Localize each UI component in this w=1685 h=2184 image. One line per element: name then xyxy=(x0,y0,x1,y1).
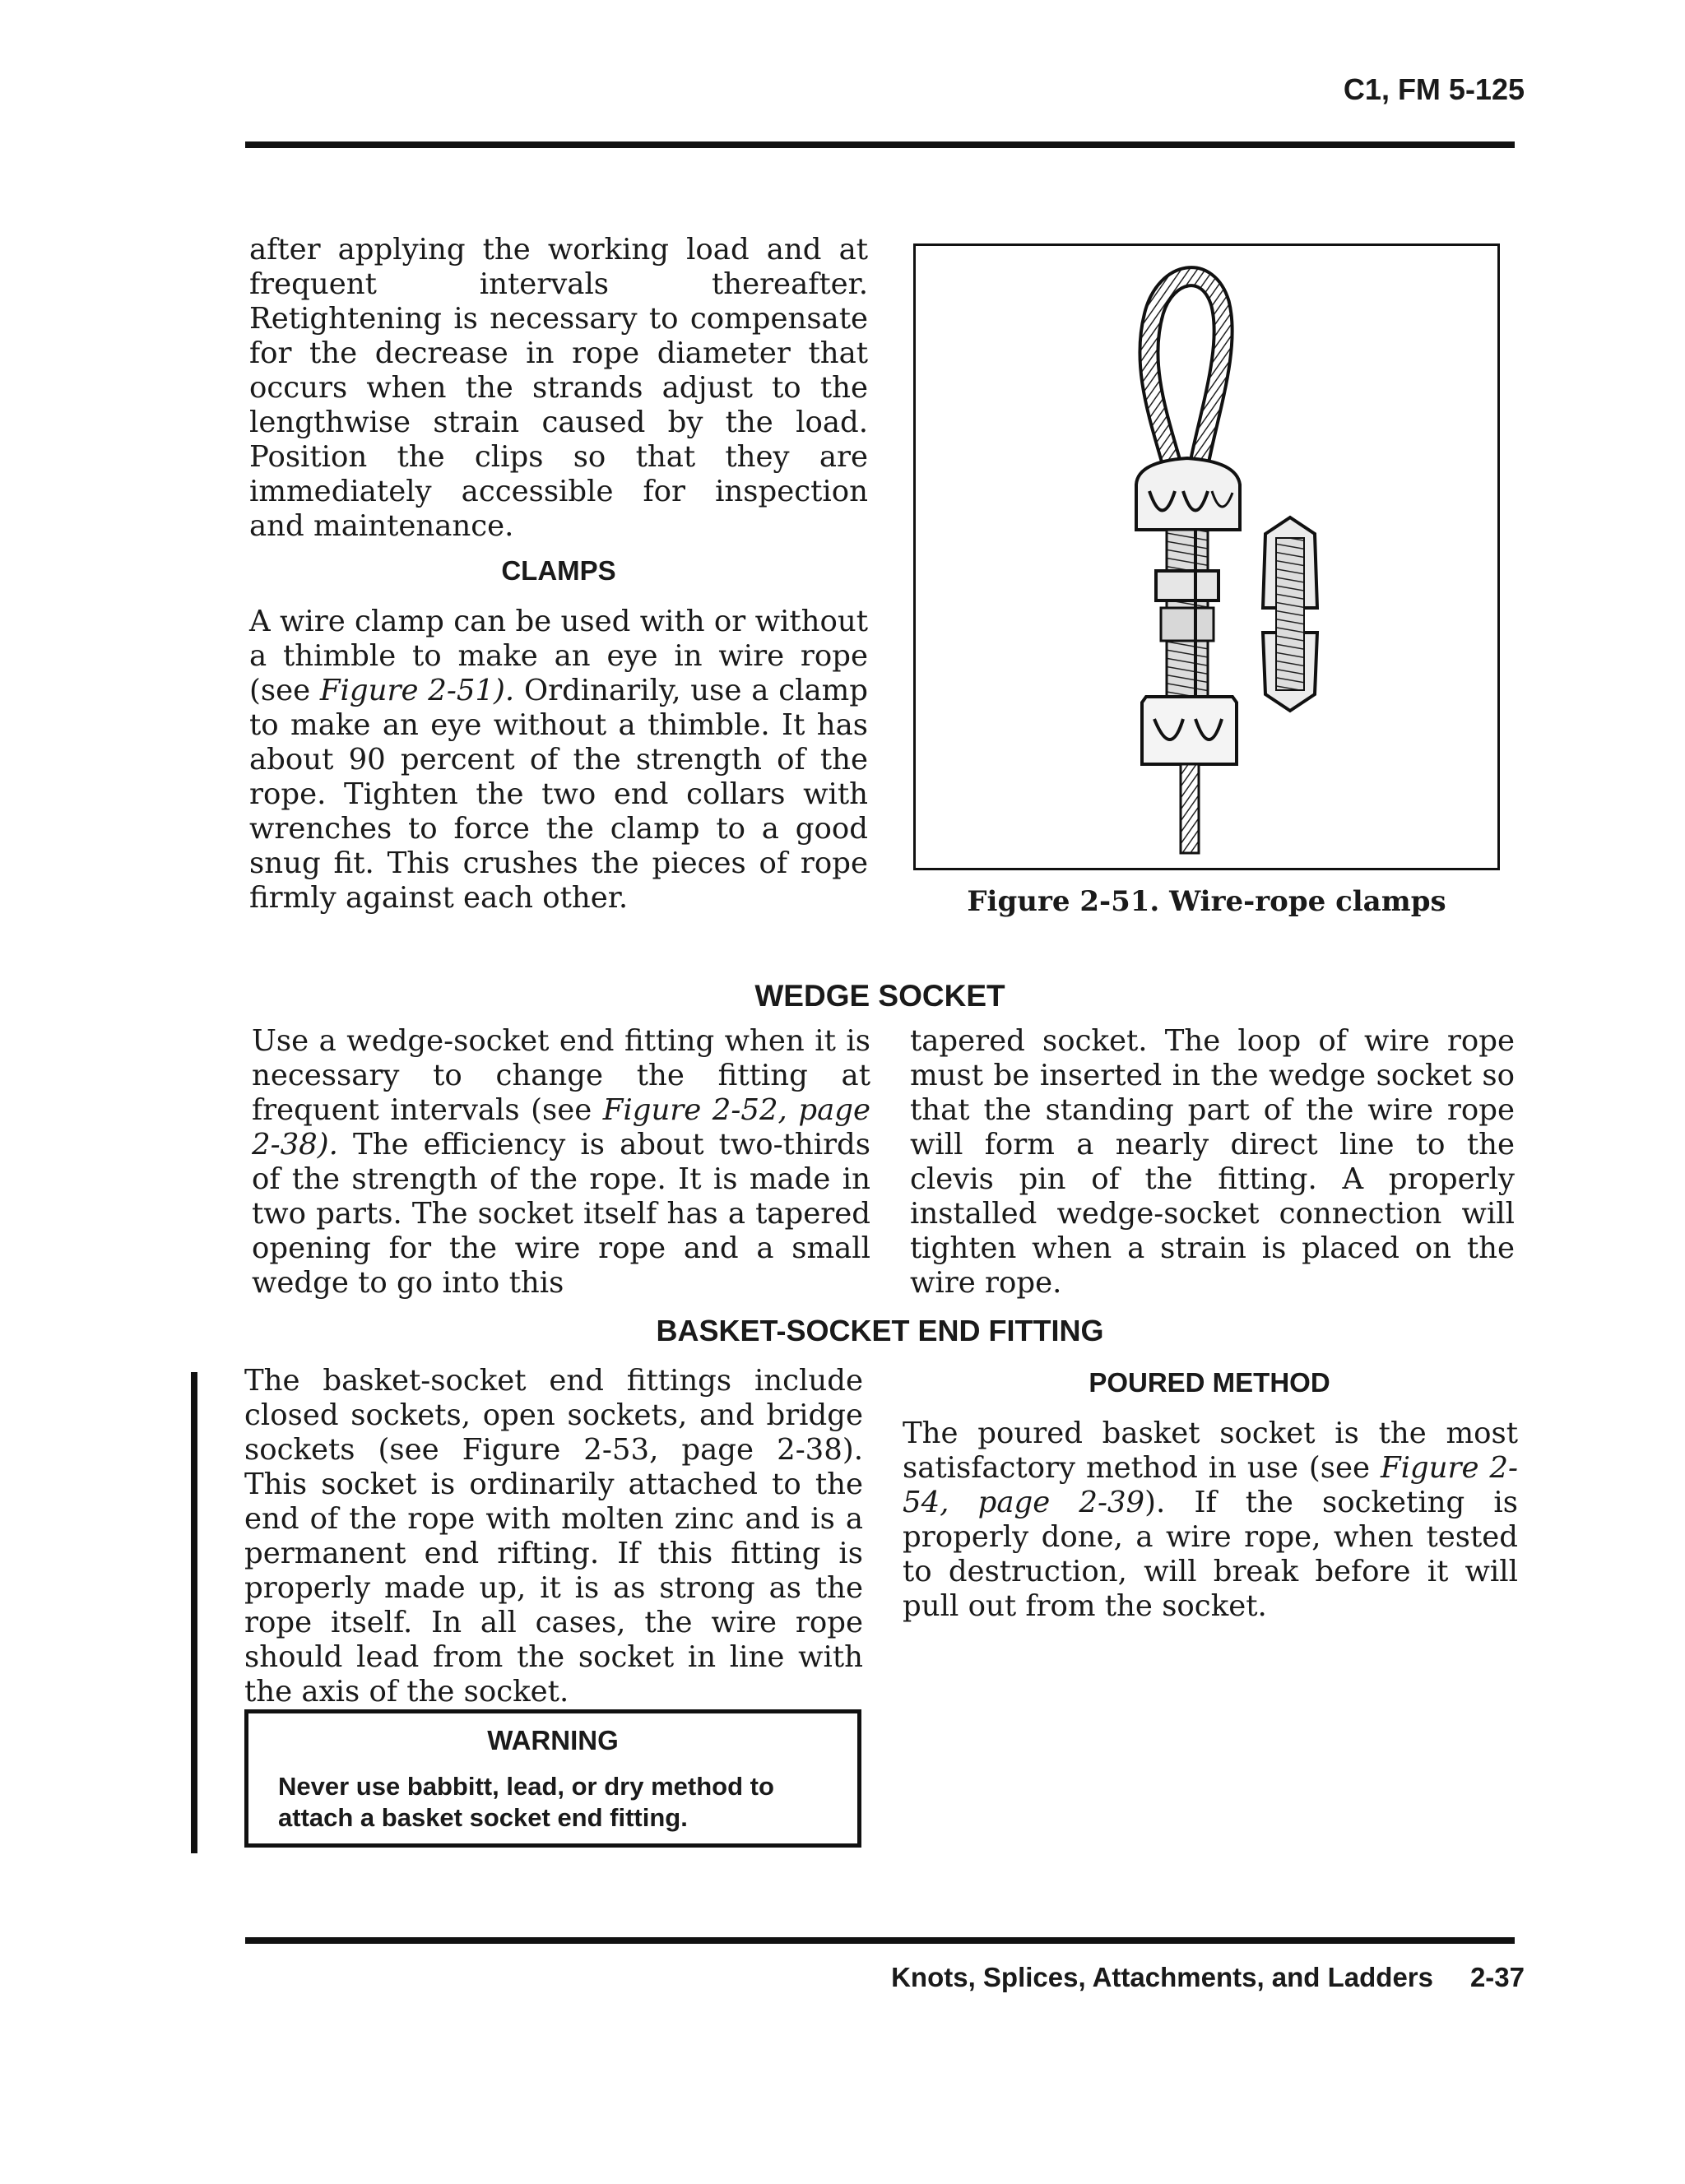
clamps-paragraph xyxy=(249,605,868,916)
poured-method-paragraph xyxy=(903,1417,1518,1624)
wedge-socket-heading: WEDGE SOCKET xyxy=(754,979,1005,1013)
warning-box xyxy=(244,1709,861,1848)
wedge-socket-paragraph-left xyxy=(252,1024,870,1301)
clamps-heading: CLAMPS xyxy=(501,555,616,586)
wire-rope-clamp-illustration xyxy=(916,246,1497,868)
clamps-text-2: Ordinarily, use a clamp to make an eye without a thimble. It has about 90 percent of the strength of the rope. Tighten the two end collars with wrenches to force the clamp to a good snug fit. This crushes the pieces of rope firmly against each other. xyxy=(249,674,868,915)
clamp-insert-piece xyxy=(1263,517,1317,711)
figure-2-51-frame xyxy=(913,243,1500,870)
figure-2-54-reference: Figure 2-54, page 2-39 xyxy=(903,1451,1518,1519)
lower-collar xyxy=(1142,697,1237,764)
figure-2-52-reference: Figure 2-52, page 2-38). xyxy=(252,1093,870,1162)
footer-rule xyxy=(245,1937,1515,1944)
poured-text-2: ). If the socketing is properly done, a wire rope, when tested to destruction, will break before it will pull out from the socket. xyxy=(903,1486,1518,1623)
figure-2-51-reference: Figure 2-51). xyxy=(319,674,515,707)
figure-caption: Figure 2-51. Wire-rope clamps xyxy=(967,885,1446,918)
wedge-socket-paragraph-right: tapered socket. The loop of wire rope must be inserted in the wedge socket so that the standing part of the wire rope will form a nearly direct line to the clevis pin of the fitting. A properly installed wedge-socket connection will tighten when a strain is placed on the wire rope. xyxy=(910,1024,1515,1300)
change-bar xyxy=(191,1372,197,1853)
basket-socket-paragraph: The basket-socket end fittings include closed sockets, open sockets, and bridge sockets (see Figure 2-53, page 2-38). This socket is ordinarily attached to the end of the rope with molten zinc and is a permanent end rifting. If this fitting is properly made up, it is as strong as the rope itself. In all cases, the wire rope should lead from the socket in line with the axis of the socket. xyxy=(244,1364,863,1709)
poured-text-1: The poured basket socket is the most satisfactory method in use (see xyxy=(903,1417,1518,1485)
upper-collar xyxy=(1136,458,1240,530)
header-rule xyxy=(245,141,1515,148)
footer-page-number: 2-37 xyxy=(1469,1962,1525,1992)
basket-socket-heading: BASKET-SOCKET END FITTING xyxy=(656,1314,1104,1347)
wedge-text-1: Use a wedge-socket end fitting when it is necessary to change the fitting at frequent intervals (see xyxy=(252,1024,870,1127)
rope-tail xyxy=(1181,764,1199,853)
wedge-text-2: The efficiency is about two-thirds of the strength of the rope. It is made in two parts. The socket itself has a tapered opening for the wire rope and a small wedge to go into this xyxy=(252,1128,870,1300)
footer-chapter-title: Knots, Splices, Attachments, and Ladders xyxy=(891,1962,1433,1992)
warning-text: Never use babbitt, lead, or dry method to attach a basket socket end fitting. xyxy=(278,1772,774,1832)
poured-method-heading: POURED METHOD xyxy=(1089,1367,1330,1398)
page-header-id: C1, FM 5-125 xyxy=(1343,72,1525,106)
clamps-text-1: A wire clamp can be used with or without a thimble to make an eye in wire rope (see xyxy=(249,605,868,707)
intro-paragraph: after applying the working load and at frequent intervals thereafter. Retightening is necessary to compensate for the decrease in rope diameter that occurs when the strands adjust to the lengthwise strain caused by the load. Position the clips so that they are immediately accessible for inspection and maintenance. xyxy=(249,233,868,543)
warning-title: WARNING xyxy=(487,1725,619,1755)
